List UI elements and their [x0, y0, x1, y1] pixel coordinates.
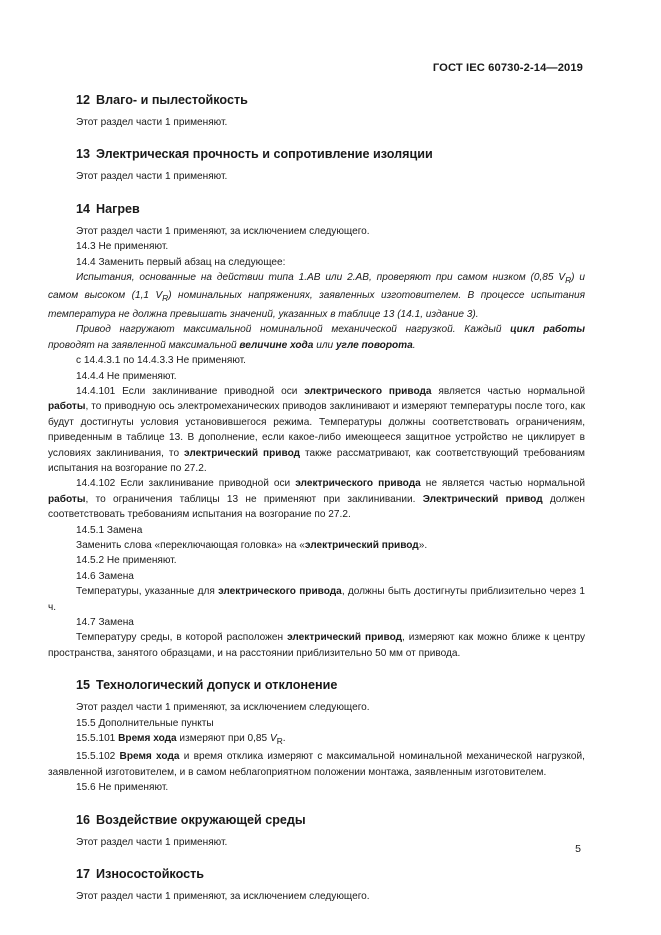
clause-14-7-text: Температуру среды, в которой расположен электрический привод, измеряют как можно ближе к центру пространства, занятого образцами, и на расстоянии приблизительно 50 мм от привода. — [48, 632, 586, 659]
clause-14-5-2: 14.5.2 Не применяют. — [76, 555, 177, 567]
section-number: 13 — [76, 147, 91, 162]
clause-14-5-1: 14.5.1 Замена — [76, 524, 143, 536]
section-title: Воздействие окружающей среды — [96, 812, 306, 827]
section-12-heading — [48, 90, 585, 110]
paragraph: Этот раздел части 1 применяют, за исключением следующего. — [76, 702, 370, 714]
clause-14-5-1-text: Заменить слова «переключающая головка» на «электрический привод». — [76, 539, 428, 551]
section-number: 12 — [76, 93, 91, 107]
clause-14-4-3: с 14.4.3.1 по 14.4.3.3 Не применяют. — [76, 355, 246, 367]
section-number: 15 — [76, 678, 91, 693]
clause-14-4-text: Испытания, основанные на действии типа 1.АВ или 2.АВ, проверяют при самом низком (0,85 $V_R$) и самом высоком (1,1 $V_R$) номинальных напряжениях, заявленных изготовителем. В процессе испытания температура не должна превышать значений, указанных в таблице 13 (14.1, издание 3). — [48, 272, 586, 320]
section-title: Нагрев — [96, 201, 140, 216]
section-number: 17 — [76, 867, 91, 882]
section-title: Износостойкость — [96, 867, 205, 882]
section-16-heading — [48, 810, 585, 830]
clause-14-4: 14.4 Заменить первый абзац на следующее: — [76, 256, 286, 268]
paragraph: Этот раздел части 1 применяют. — [76, 117, 228, 128]
clause-14-7: 14.7 Замена — [76, 617, 134, 628]
clause-15-5: 15.5 Дополнительные пункты — [76, 717, 214, 729]
clause-15-6: 15.6 Не применяют. — [76, 782, 169, 794]
clause-14-6-text: Температуры, указанные для электрического привода, должны быть достигнуты приблизительно через 1 ч. — [48, 586, 585, 613]
section-15-heading — [48, 675, 585, 695]
paragraph: Этот раздел части 1 применяют. — [76, 836, 228, 848]
clause-14-6: 14.6 Замена — [76, 570, 134, 582]
section-title: Технологический допуск и отклонение — [96, 678, 338, 693]
section-number: 14 — [76, 201, 91, 216]
paragraph: Этот раздел части 1 применяют, за исключением следующего. — [76, 225, 370, 237]
section-number: 16 — [76, 812, 91, 827]
document-body — [48, 90, 585, 904]
clause-14-4-load: Привод нагружают максимальной номинальной механической нагрузкой. Каждый цикл работы проводят на заявленной максимальной величине хода или угле поворота. — [48, 324, 585, 351]
clause-14-3: 14.3 Не применяют. — [76, 241, 169, 253]
section-13-heading — [48, 144, 585, 164]
clause-14-4-102: 14.4.102 Если заклинивание приводной оси электрического привода не является частью нормальной работы, то ограничения таблицы 13 не применяют при заклинивании. Электрический привод должен соответствовать требованиям испытания на возгорание по 27.2. — [48, 478, 586, 521]
section-14-heading — [48, 199, 585, 219]
page-number: 5 — [575, 843, 581, 855]
section-title: Влаго- и пылестойкость — [96, 93, 248, 107]
clause-14-4-4: 14.4.4 Не применяют. — [76, 370, 177, 382]
clause-14-4-101: 14.4.101 Если заклинивание приводной оси электрического привода является частью нормальной работы, то приводную ось электромеханических приводов заклинивают и измеряют температуры после того, как будут достигнуты условия установившегося режима. Температуры должны соответствовать ограничениям, приведенным в таблице 13. В дополнение, если какое-либо имеющееся защитное устройство не циклирует в условиях заклинивания, то электрический привод также рассматривают, как соответствующий требованиям испытания на возгорание по 27.2. — [48, 385, 585, 474]
clause-15-5-102: 15.5.102 Время хода и время отклика измеряют с максимальной номинальной механической нагрузкой, заявленной изготовителем, и в самом неблагоприятном положении монтажа, заявленным изготовителем. — [48, 751, 585, 778]
section-title: Электрическая прочность и сопротивление изоляции — [96, 147, 433, 162]
paragraph: Этот раздел части 1 применяют. — [76, 171, 228, 183]
paragraph: Этот раздел части 1 применяют, за исключением следующего. — [76, 891, 370, 903]
standard-header: ГОСТ IEC 60730-2-14—2019 — [432, 62, 583, 74]
section-17-heading — [48, 864, 585, 884]
clause-15-5-101: 15.5.101 Время хода измеряют при 0,85 $V_R$. — [76, 733, 286, 747]
